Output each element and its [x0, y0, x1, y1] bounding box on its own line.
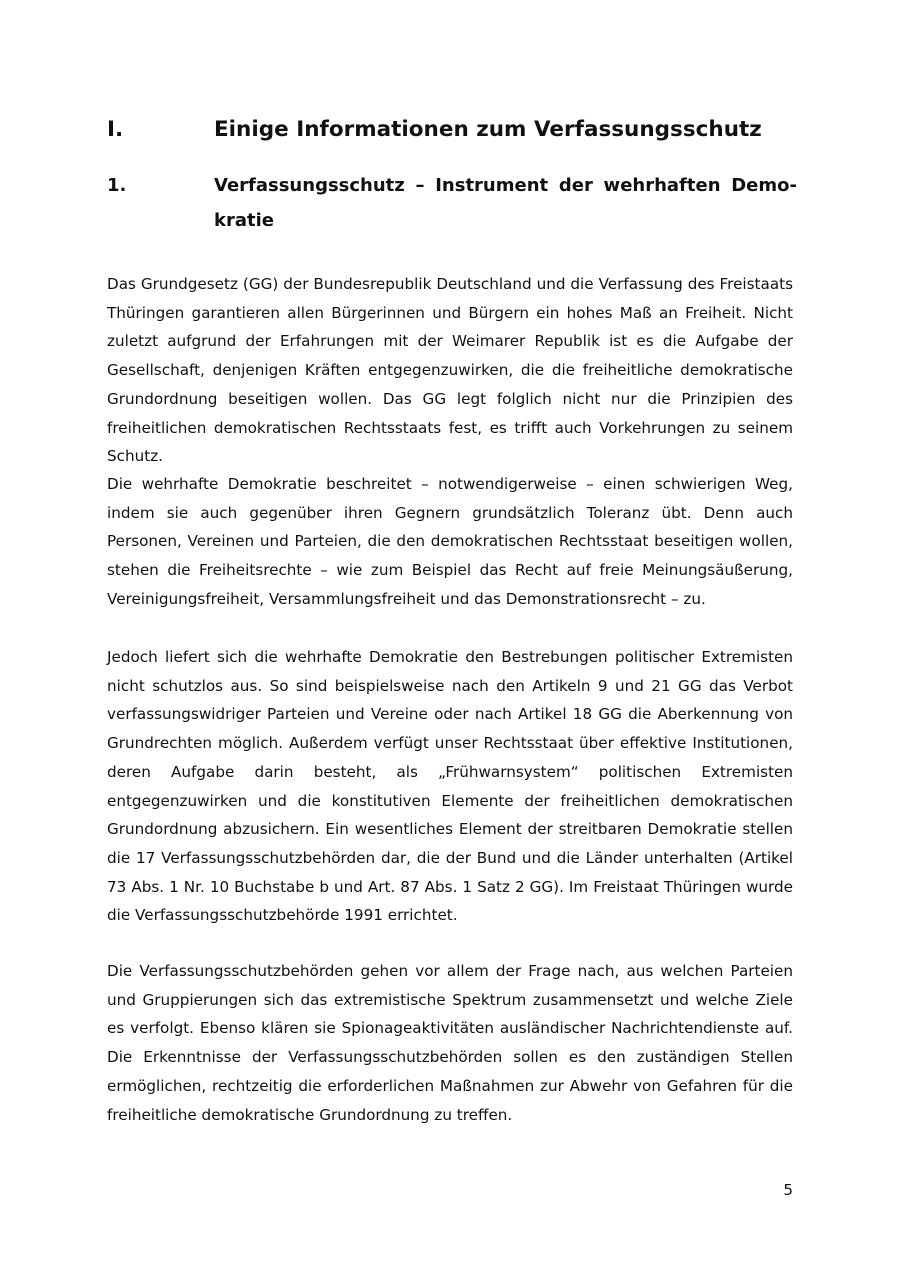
body-paragraph-4: Die Verfassungsschutzbehörden gehen vor allem der Frage nach, aus welchen Parteien und Gruppierungen sich das extremistische Spektrum zusammensetzt und welche Ziele es verfolgt. Ebenso klären sie Spionageaktivitäten ausländischer Nachrichtendienste auf. Die Erkenntnisse der Verfassungsschutzbehörden sollen es den zuständigen Stellen ermöglichen, rechtzeitig die erforderlichen Maßnahmen zur Abwehr von Gefahren für die freiheitliche demokratische Grundordnung zu treffen.	[107, 962, 793, 1124]
body-paragraph-1: Das Grundgesetz (GG) der Bundesrepublik Deutschland und die Verfassung des Freistaats Thüringen garantieren allen Bürgerinnen und Bürgern ein hohes Maß an Freiheit. Nicht zuletzt aufgrund der Erfahrungen mit der Weimarer Republik ist es die Aufgabe der Gesellschaft, denjenigen Kräften entgegenzuwirken, die die freiheitliche demokratische Grundordnung beseitigen wollen. Das GG legt folglich nicht nur die Prinzipien des freiheitlichen demokratischen Rechtsstaats fest, es trifft auch Vorkehrungen zu seinem Schutz.	[107, 275, 793, 466]
body-paragraph-2: Die wehrhafte Demokratie beschreitet – notwendigerweise – einen schwierigen Weg, indem sie auch gegenüber ihren Gegnern grundsätzlich Toleranz übt. Denn auch Personen, Vereinen und Parteien, die den demokratischen Rechtsstaat beseitigen wollen, stehen die Freiheitsrechte – wie zum Beispiel das Recht auf freie Meinungsäußerung, Vereinigungsfreiheit, Versammlungsfreiheit und das Demonstrationsrecht – zu.	[107, 475, 793, 608]
section-title: Einige Informationen zum Verfassungsschutz	[214, 117, 762, 142]
page-number: 5	[783, 1181, 793, 1199]
section-number: I.	[107, 117, 124, 142]
subsection-number: 1.	[107, 175, 127, 196]
body-paragraph-3: Jedoch liefert sich die wehrhafte Demokratie den Bestrebungen politischer Extremisten nicht schutzlos aus. So sind beispielsweise nach den Artikeln 9 und 21 GG das Verbot verfassungswidriger Parteien und Vereine oder nach Artikel 18 GG die Aberkennung von Grundrechten möglich. Außerdem verfügt unser Rechtsstaat über effektive Institutionen, deren Aufgabe darin besteht, als „Frühwarnsystem“ politischen Extremisten entgegenzuwirken und die konstitutiven Elemente der freiheitlichen demokratischen Grundordnung abzusichern. Ein wesentliches Element der streitbaren Demokratie stellen die 17 Verfassungsschutzbehörden dar, die der Bund und die Länder unterhalten (Artikel 73 Abs. 1 Nr. 10 Buchstabe b und Art. 87 Abs. 1 Satz 2 GG). Im Freistaat Thüringen wurde die Verfassungsschutzbehörde 1991 errichtet.	[107, 648, 793, 925]
subsection-title: Verfassungsschutz – Instrument der wehrhaften Demokratie	[214, 175, 797, 231]
